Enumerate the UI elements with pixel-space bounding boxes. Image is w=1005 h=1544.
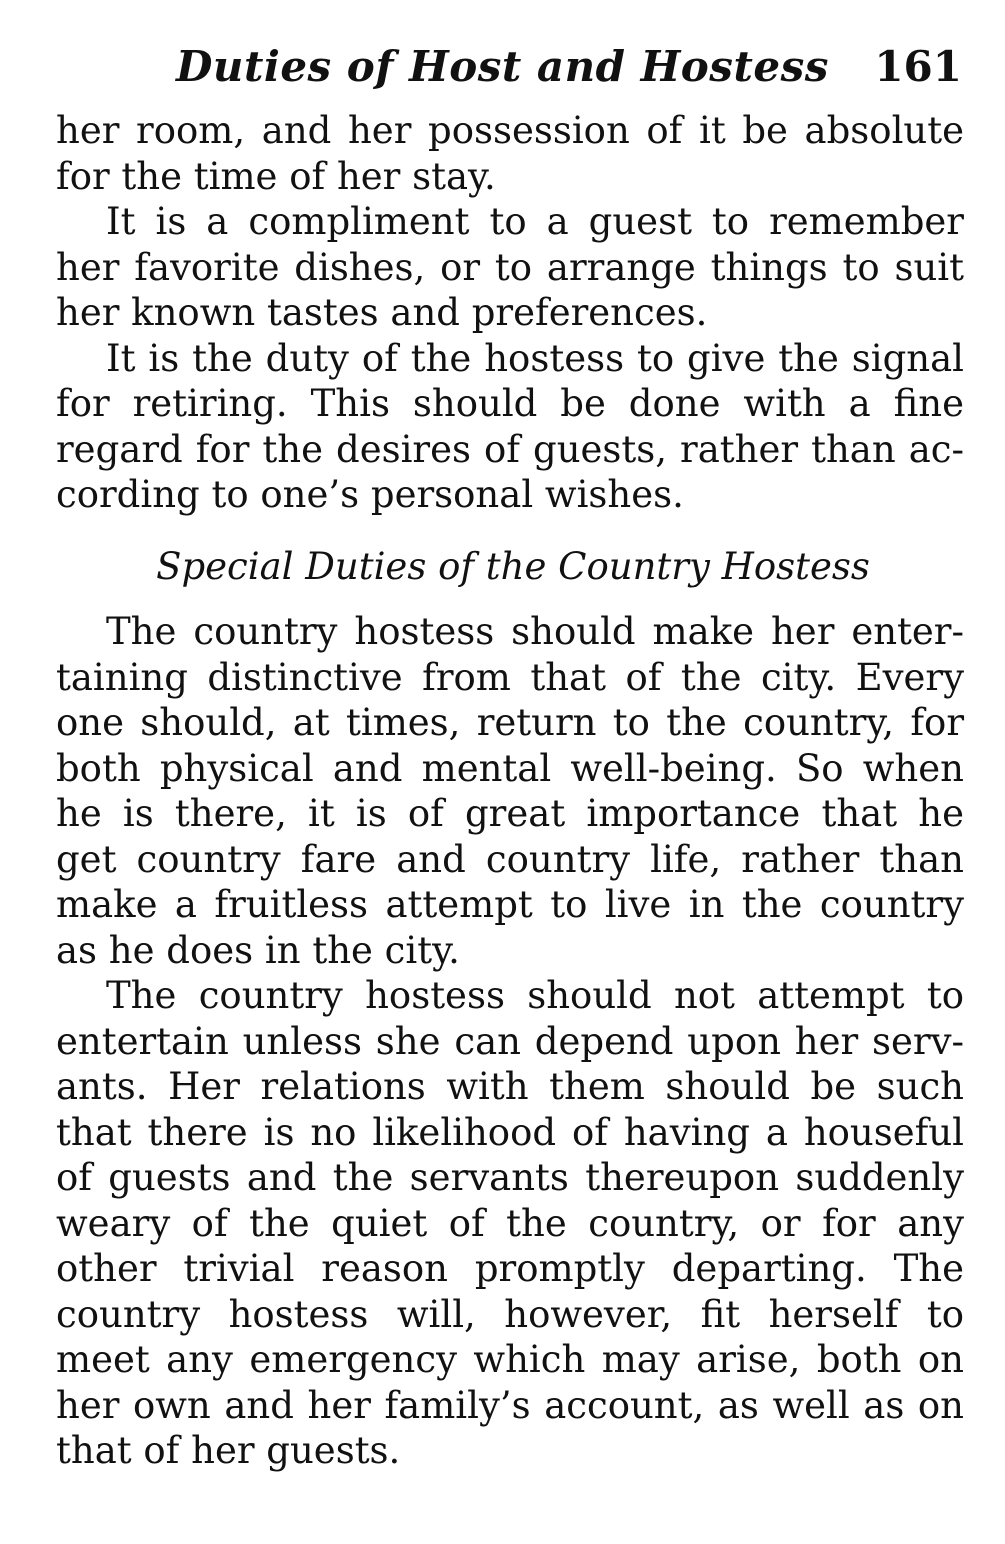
page-number: 161	[874, 42, 962, 91]
text-line: It is a compliment to a guest to remember	[106, 200, 964, 243]
running-head	[56, 38, 964, 108]
text-line: that of her guests.	[56, 1429, 401, 1472]
text-line: country hostess will, however, fit herself to	[56, 1292, 964, 1336]
text-line: other trivial reason promptly departing. The	[56, 1247, 964, 1290]
text-line: for retiring. This should be done with a fine	[56, 382, 964, 425]
text-line: both physical and mental well-being. So when	[56, 746, 964, 790]
text-line: her favorite dishes, or to arrange things to suit	[56, 245, 964, 289]
body-text	[56, 108, 964, 1474]
text-line: meet any emergency which may arise, both on	[56, 1338, 964, 1381]
running-title: Duties of Host and Hostess	[176, 42, 829, 91]
text-line: The country hostess should make her enter-	[106, 610, 964, 653]
text-line: of guests and the servants thereupon suddenly	[56, 1156, 964, 1199]
text-line: It is the duty of the hostess to give the signal	[106, 336, 964, 380]
text-line: entertain unless she can depend upon her serv-	[56, 1019, 964, 1063]
paragraph-servants	[56, 973, 964, 1474]
text-line: one should, at times, return to the country, for	[56, 701, 964, 744]
text-line: for the time of her stay.	[56, 154, 496, 198]
text-line: get country fare and country life, rather than	[56, 837, 964, 881]
text-line: as he does in the city.	[56, 928, 460, 972]
section-heading: Special Duties of the Country Hostess	[156, 544, 870, 588]
text-line: The country hostess should not attempt to	[106, 974, 964, 1017]
text-line: weary of the quiet of the country, or for any	[56, 1201, 964, 1245]
book-page	[56, 38, 964, 1474]
paragraph-country-entertaining	[56, 609, 964, 973]
text-line: that there is no likelihood of having a houseful	[56, 1110, 964, 1154]
text-line: cording to one’s personal wishes.	[56, 473, 684, 516]
paragraph-continued	[56, 108, 964, 199]
paragraph-compliment	[56, 199, 964, 336]
text-line: make a fruitless attempt to live in the country	[56, 883, 964, 926]
text-line: taining distinctive from that of the city. Every	[56, 655, 964, 699]
text-line: regard for the desires of guests, rather than ac-	[56, 427, 964, 471]
text-line: ants. Her relations with them should be such	[56, 1065, 964, 1108]
paragraph-retiring	[56, 336, 964, 518]
text-line: he is there, it is of great importance that he	[56, 792, 964, 835]
text-line: her room, and her possession of it be absolute	[56, 109, 964, 152]
text-line: her known tastes and preferences.	[56, 291, 708, 334]
text-line: her own and her family’s account, as well as on	[56, 1383, 964, 1427]
